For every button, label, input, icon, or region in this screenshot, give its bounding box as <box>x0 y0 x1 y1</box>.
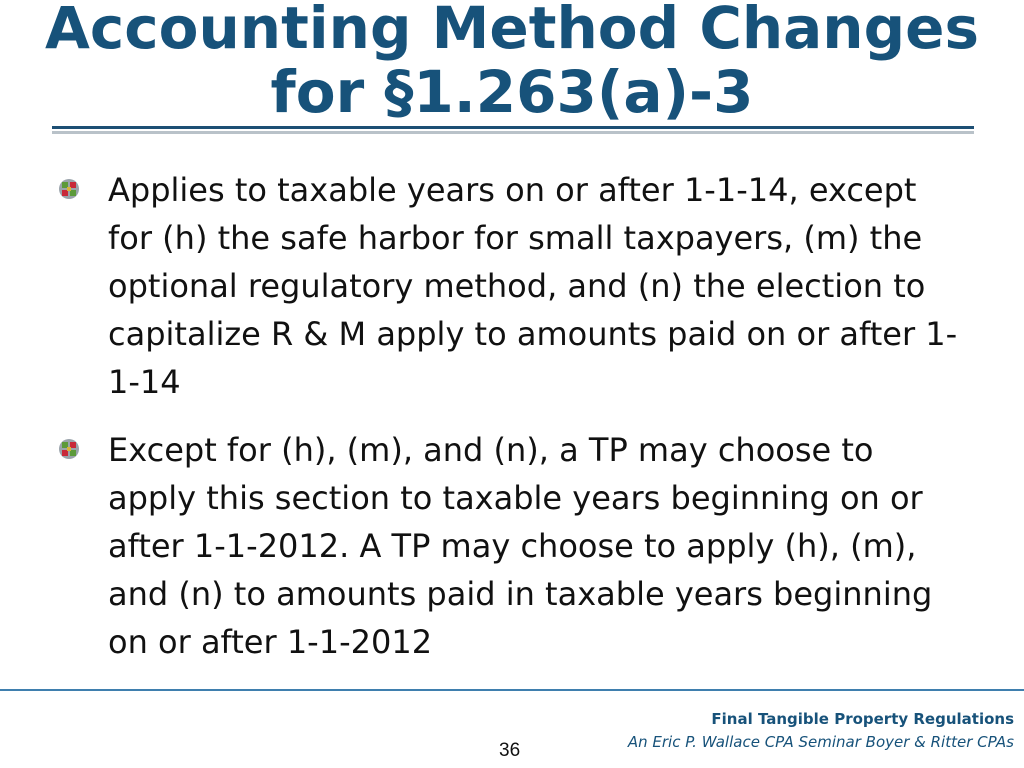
bullet-item <box>58 426 968 666</box>
title-underline <box>52 126 974 136</box>
footer-divider <box>0 689 1024 691</box>
footer-subtitle: An Eric P. Wallace CPA Seminar Boyer & Ritter CPAs <box>627 733 1014 751</box>
bullet-text: Except for (h), (m), and (n), a TP may choose to apply this section to taxable years beginning on or after 1-1-2012. A TP may choose to apply (h), (m), and (n) to amounts paid in taxable years beginning on or after 1-1-2012 <box>108 431 933 661</box>
bullet-text: Applies to taxable years on or after 1-1-14, except for (h) the safe harbor for small taxpayers, (m) the optional regulatory method, and (n) the election to capitalize R & M apply to amounts paid on or after 1-1-14 <box>108 171 958 401</box>
title-underline-dark <box>52 126 974 129</box>
bullet-item <box>58 166 968 406</box>
grid-bullet-icon <box>58 438 80 460</box>
title-line-2: for §1.263(a)-3 <box>270 58 754 126</box>
slide-title <box>0 0 1024 124</box>
page-number: 36 <box>499 740 521 761</box>
bullet-list <box>58 166 968 686</box>
title-line-1: Accounting Method Changes <box>45 0 979 62</box>
grid-bullet-icon <box>58 178 80 200</box>
footer-title: Final Tangible Property Regulations <box>711 710 1014 728</box>
title-underline-light <box>52 131 974 134</box>
